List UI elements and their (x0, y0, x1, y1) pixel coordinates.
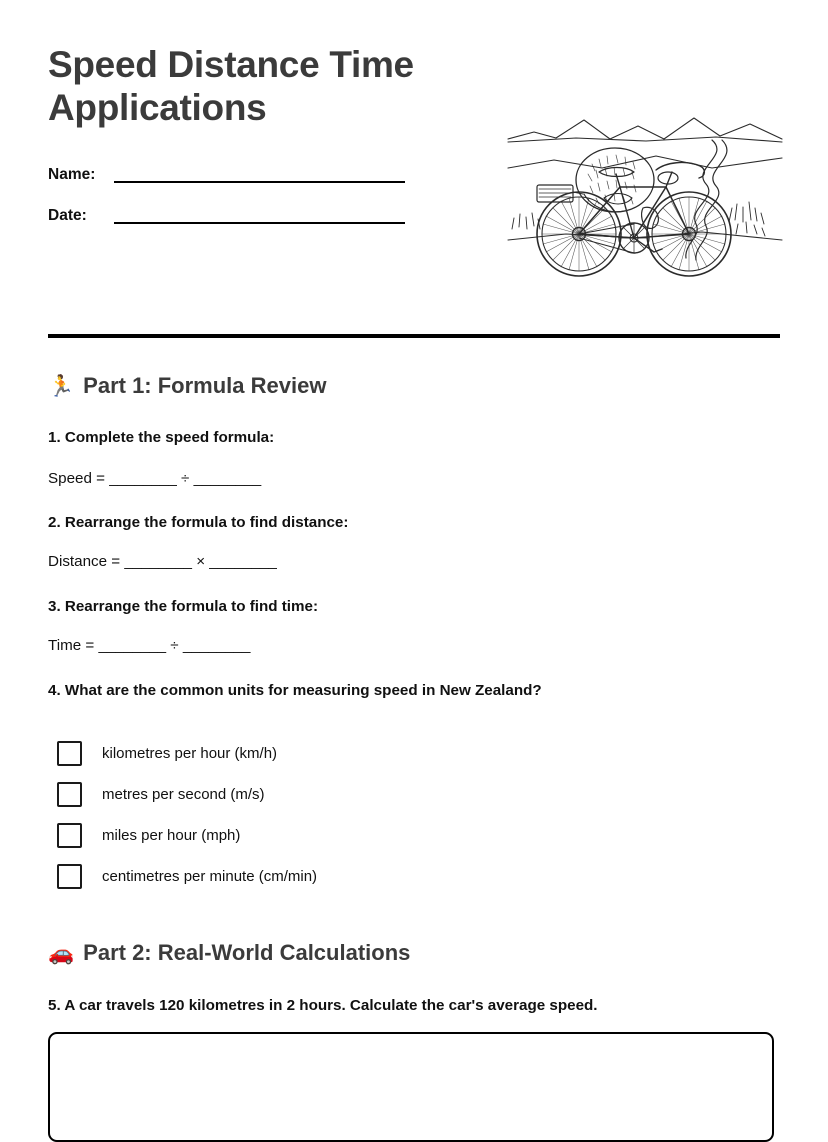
checkbox-option-label: miles per hour (mph) (102, 826, 241, 844)
question-1-text: 1. Complete the speed formula: (48, 429, 275, 446)
question-5 (48, 996, 780, 1016)
question-5-text: 5. A car travels 120 kilometres in 2 hours. Calculate the car's average speed. (48, 997, 598, 1014)
formula-1 (48, 469, 780, 489)
formula-2-text[interactable]: Distance = ________ × ________ (48, 553, 277, 570)
checkbox-option-km-h[interactable] (48, 733, 780, 774)
question-5-answer-box[interactable] (48, 1032, 774, 1142)
formula-1-text[interactable]: Speed = ________ ÷ ________ (48, 470, 262, 487)
part-2-heading-label: Part 2: Real-World Calculations (83, 940, 411, 965)
checkbox-icon[interactable] (57, 782, 82, 807)
header (48, 44, 488, 226)
section-divider (48, 334, 780, 338)
question-3-text: 3. Rearrange the formula to find time: (48, 598, 319, 615)
checkbox-option-cm-min[interactable] (48, 856, 780, 897)
checkbox-option-m-s[interactable] (48, 774, 780, 815)
question-4-text: 4. What are the common units for measuring speed in New Zealand? (48, 682, 542, 699)
bicycle-landscape-illustration (506, 112, 784, 282)
part-1-heading (48, 374, 780, 398)
page-title: Speed Distance Time Applications (48, 44, 414, 128)
checkbox-option-label: metres per second (m/s) (102, 785, 265, 803)
formula-2 (48, 552, 780, 572)
part-2-heading (48, 941, 780, 965)
formula-3-text[interactable]: Time = ________ ÷ ________ (48, 637, 251, 654)
question-4 (48, 681, 780, 701)
units-checkbox-list (48, 733, 780, 897)
date-field-label: Date: (48, 206, 87, 224)
name-field-row (48, 166, 488, 185)
car-icon: 🚗 (48, 941, 75, 965)
checkbox-icon[interactable] (57, 864, 82, 889)
formula-3 (48, 636, 780, 656)
date-input[interactable] (114, 222, 405, 224)
part-2-section (48, 941, 780, 965)
checkbox-option-label: kilometres per hour (km/h) (102, 744, 278, 762)
date-field-row (48, 207, 488, 226)
name-field-label: Name: (48, 165, 96, 183)
name-input[interactable] (114, 181, 405, 183)
checkbox-icon[interactable] (57, 823, 82, 848)
question-3 (48, 597, 780, 617)
running-person-icon: 🏃 (48, 374, 75, 398)
checkbox-icon[interactable] (57, 741, 82, 766)
part-1-section (48, 374, 780, 398)
question-2 (48, 513, 780, 533)
checkbox-option-label: centimetres per minute (cm/min) (102, 867, 318, 885)
part-1-heading-label: Part 1: Formula Review (83, 373, 327, 398)
question-2-text: 2. Rearrange the formula to find distance: (48, 514, 349, 531)
checkbox-option-mph[interactable] (48, 815, 780, 856)
question-1 (48, 428, 780, 448)
